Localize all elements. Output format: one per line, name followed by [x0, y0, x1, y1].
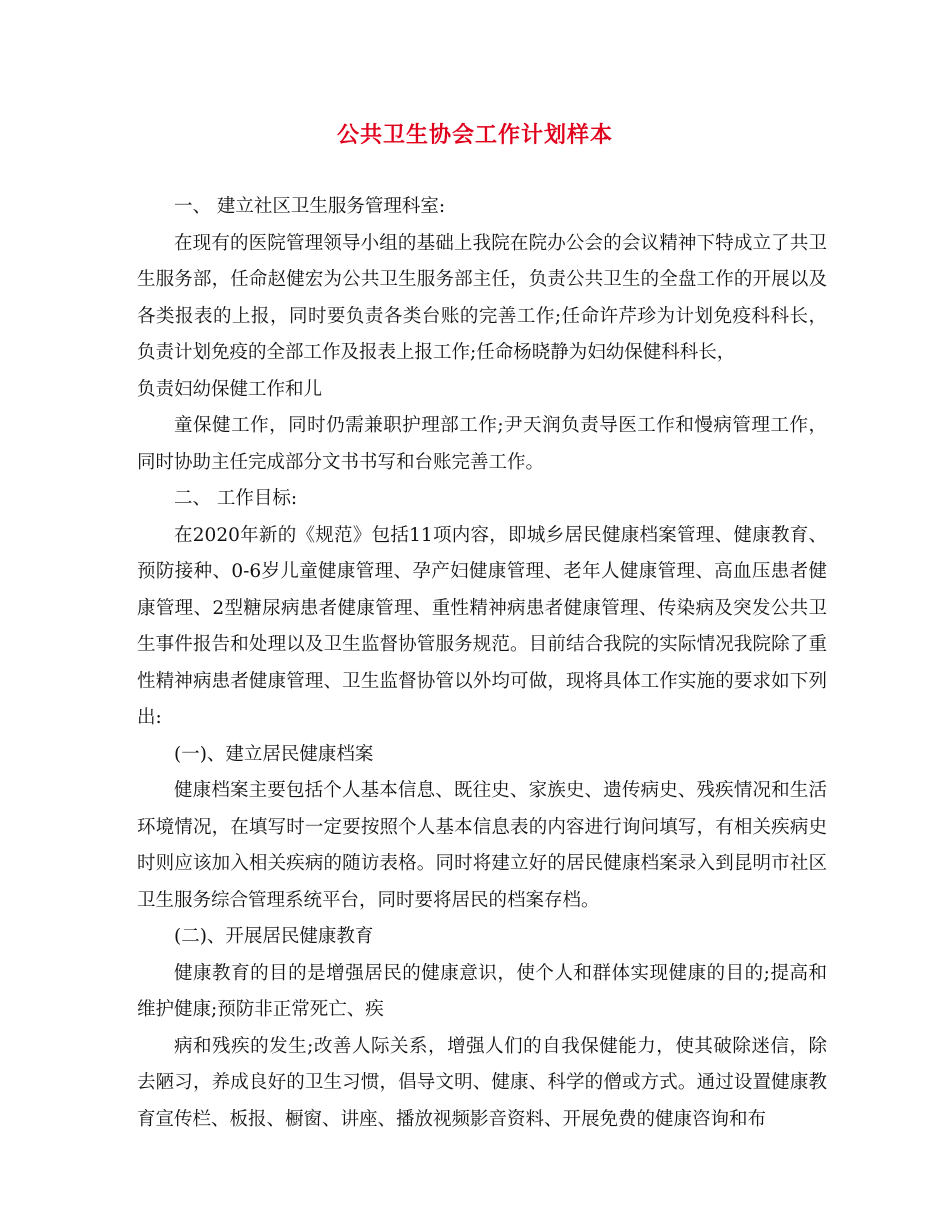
document-body [137, 189, 827, 1138]
paragraph: 病和残疾的发生;改善人际关系，增强人们的自我保健能力，使其破除迷信，除去陋习，养成良好的卫生习惯，倡导文明、健康、科学的僧或方式。通过设置健康教育宣传栏、板报、橱窗、讲座、播放视频影音资料、开展免费的健康咨询和布 [137, 1035, 827, 1130]
paragraph: 健康教育的目的是增强居民的健康意识，使个人和群体实现健康的目的;提高和维护健康;预防非正常死亡、疾 [137, 962, 827, 1020]
section-heading: 二、 工作目标: [174, 488, 298, 509]
subsection-heading: (一)、建立居民健康档案 [174, 743, 374, 765]
paragraph: 在2020年新的《规范》包括11项内容，即城乡居民健康档案管理、健康教育、预防接种、0-6岁儿童健康管理、孕产妇健康管理、老年人健康管理、高血压患者健康管理、2型糖尿病患者健康管理、重性精神病患者健康管理、传染病及突发公共卫生事件报告和处理以及卫生监督协管服务规范。目前结合我院的实际情况我院除了重性精神病患者健康管理、卫生监督协管以外均可做，现将具体工作实施的要求如下列出: [137, 524, 827, 728]
paragraph: 童保健工作，同时仍需兼职护理部工作;尹天润负责导医工作和慢病管理工作，同时协助主任完成部分文书书写和台账完善工作。 [137, 415, 827, 473]
subsection-heading: (二)、开展居民健康教育 [174, 926, 374, 947]
paragraph: 在现有的医院管理领导小组的基础上我院在院办公会的会议精神下特成立了共卫生服务部，任命赵健宏为公共卫生服务部主任，负责公共卫生的全盘工作的开展以及各类报表的上报，同时要负责各类台账的完善工作;任命许芹珍为计划免疫科科长，负责计划免疫的全部工作及报表上报工作;任命杨晓静为妇幼保健科科长， [137, 232, 827, 363]
document-title: 公共卫生协会工作计划样本 [336, 122, 613, 148]
paragraph: 负责妇幼保健工作和儿 [137, 378, 323, 400]
section-heading: 一、 建立社区卫生服务管理科室: [174, 196, 446, 217]
paragraph: 健康档案主要包括个人基本信息、既往史、家族史、遗传病史、残疾情况和生活环境情况，在填写时一定要按照个人基本信息表的内容进行询问填写，有相关疾病史时则应该加入相关疾病的随访表格。同时将建立好的居民健康档案录入到昆明市社区卫生服务综合管理系统平台，同时要将居民的档案存档。 [137, 780, 827, 911]
